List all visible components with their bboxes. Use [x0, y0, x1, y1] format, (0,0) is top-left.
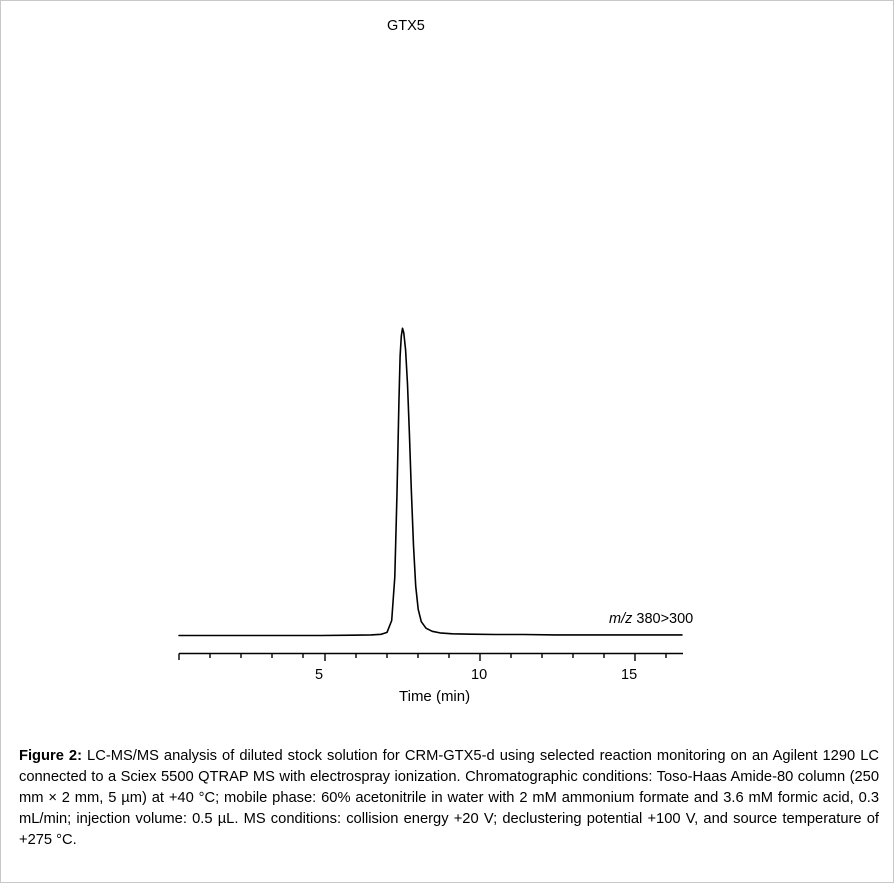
chart-figure: [1, 1, 894, 721]
peak-label: GTX5: [387, 18, 425, 34]
x-tick-label-10: 10: [471, 667, 488, 683]
chromatogram-trace: [179, 328, 682, 635]
chromatogram-plot: [1, 1, 894, 721]
x-tick-label-5: 5: [315, 667, 324, 683]
figure-number: Figure 2:: [19, 748, 82, 764]
x-axis-ticks: [179, 654, 666, 662]
mz-value: 380>300: [632, 611, 694, 627]
x-tick-label-15: 15: [621, 667, 638, 683]
caption-body: LC-MS/MS analysis of diluted stock solution for CRM-GTX5-d using selected reaction monitoring on an Agilent 1290 LC connected to a Sciex 5500 QTRAP MS with electrospray ionization. Chromatographic conditions: Toso-Haas Amide-80 column (250 mm × 2 mm, 5 µm) at +40 °C; mobile phase: 60% acetonitrile in water with 2 mM ammonium formate and 3.6 mM formic acid, 0.3 mL/min; injection volume: 0.5 µL. MS conditions: collision energy +20 V; declustering potential +100 V, and source temperature of +275 °C.: [19, 748, 879, 848]
transition-label: [609, 612, 693, 628]
x-axis-title: Time (min): [399, 688, 471, 705]
figure-caption: [19, 746, 879, 850]
mz-italic: m/z: [609, 611, 633, 627]
